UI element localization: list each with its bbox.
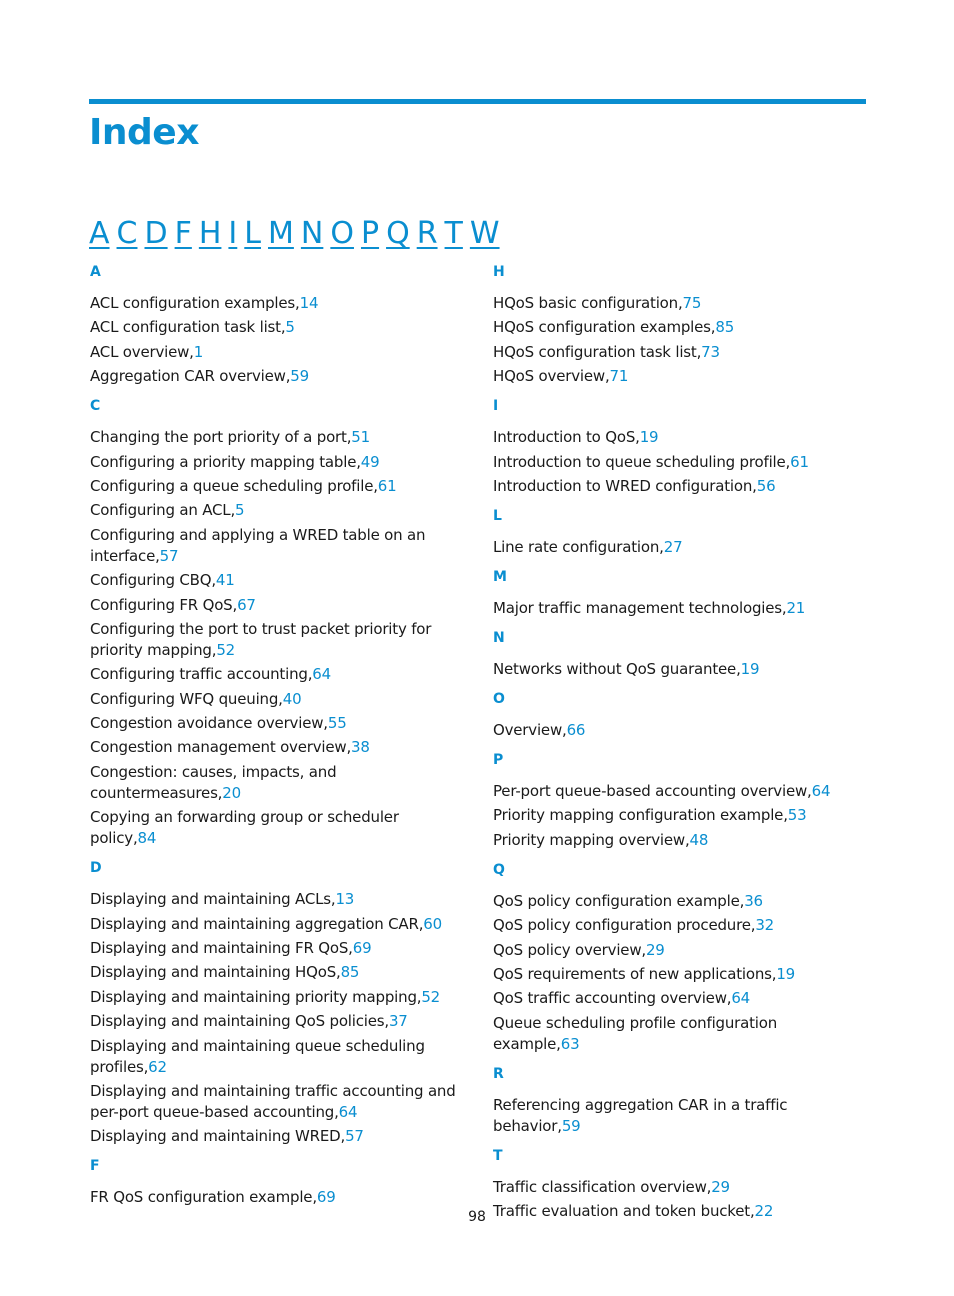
title-rule: [89, 99, 866, 104]
index-entry: [90, 427, 465, 448]
index-entry-text: Displaying and maintaining priority mapping,: [90, 987, 422, 1006]
index-entry: [90, 595, 465, 616]
index-entry-text: ACL configuration examples,: [90, 294, 300, 312]
index-entry: [493, 1177, 868, 1198]
index-page-link[interactable]: 73: [701, 342, 720, 361]
index-entry: [90, 807, 465, 849]
index-page-link[interactable]: 29: [645, 940, 665, 959]
index-entry: [493, 805, 868, 826]
index-page-link[interactable]: 27: [663, 537, 683, 556]
index-entry: [90, 938, 465, 959]
index-page-link[interactable]: 64: [811, 781, 831, 800]
index-entry-text: Introduction to queue scheduling profile,: [493, 452, 791, 471]
index-page-link[interactable]: 29: [711, 1177, 730, 1196]
index-entry-text: ACL configuration task list,: [90, 318, 286, 337]
section-entries: [493, 598, 868, 619]
index-page-link[interactable]: 52: [421, 987, 441, 1006]
index-page-link[interactable]: 67: [237, 595, 256, 614]
index-entry-text: Introduction to WRED configuration,: [493, 476, 757, 495]
index-page-link[interactable]: 71: [609, 367, 629, 386]
index-entry-text: Displaying and maintaining queue scheduling profiles,: [90, 1036, 425, 1076]
section-letter-h: H: [493, 264, 505, 280]
index-entry: [90, 664, 465, 685]
alphabet-link-r[interactable]: R: [416, 216, 438, 251]
index-page-link[interactable]: 56: [756, 476, 776, 495]
index-entry: [493, 915, 868, 936]
index-entry: [90, 737, 465, 758]
index-entry-text: Displaying and maintaining WRED,: [90, 1127, 346, 1146]
section-letter-c: C: [90, 398, 101, 415]
index-entry-text: Priority mapping configuration example,: [493, 806, 788, 825]
alphabet-nav: [89, 212, 507, 256]
index-entry: [90, 914, 465, 935]
index-entry: [493, 1095, 868, 1137]
index-entry-text: Congestion management overview,: [90, 738, 352, 757]
section-letter-i: I: [493, 398, 499, 415]
index-entry: [493, 452, 868, 473]
index-page-link[interactable]: 52: [216, 640, 235, 659]
index-entry: [90, 1036, 465, 1078]
index-entry: [90, 962, 465, 983]
index-page-link[interactable]: 85: [340, 963, 360, 982]
index-entry: [493, 830, 868, 851]
index-entry-text: HQoS basic configuration,: [493, 294, 683, 312]
index-entry: [493, 1013, 868, 1055]
index-entry-text: Networks without QoS guarantee,: [493, 659, 741, 678]
index-entry-text: FR QoS configuration example,: [90, 1188, 317, 1207]
index-entry: [90, 476, 465, 497]
section-entries: [90, 889, 465, 1147]
index-entry: [90, 1011, 465, 1032]
index-entry-text: Configuring WFQ queuing,: [90, 689, 283, 708]
index-entry: [90, 570, 465, 591]
index-entry-text: Priority mapping overview,: [493, 830, 690, 849]
index-entry: [493, 317, 868, 338]
index-entry-text: Configuring FR QoS,: [90, 595, 238, 614]
index-page-link[interactable]: 60: [423, 914, 442, 933]
index-page-link[interactable]: 1: [193, 342, 204, 361]
index-entry-text: Congestion avoidance overview,: [90, 714, 328, 733]
index-entry: [90, 366, 465, 387]
index-page-link[interactable]: 55: [327, 714, 347, 733]
index-entry: [493, 293, 868, 314]
index-entry: [493, 598, 868, 619]
index-page-link[interactable]: 40: [282, 689, 302, 708]
alphabet-link-c[interactable]: C: [116, 216, 138, 251]
index-entry-text: Configuring an ACL,: [90, 501, 236, 520]
alphabet-link-l[interactable]: L: [244, 216, 261, 251]
section-entries: [90, 293, 465, 387]
index-entry: [493, 940, 868, 961]
alphabet-link-m[interactable]: M: [268, 216, 294, 251]
index-entry: [90, 987, 465, 1008]
index-entry-text: Traffic classification overview,: [493, 1177, 712, 1196]
section-entries: [90, 427, 465, 849]
index-entry-text: Configuring the port to trust packet priority for priority mapping,: [90, 619, 432, 659]
section-entries: [90, 1187, 465, 1208]
index-page-link[interactable]: 69: [352, 939, 372, 958]
index-page-link[interactable]: 61: [790, 452, 809, 471]
index-entry: [90, 889, 465, 910]
index-entry-text: Copying an forwarding group or scheduler policy,: [90, 808, 399, 848]
index-entry: [90, 293, 465, 314]
section-letter-o: O: [493, 690, 505, 707]
index-column-left: [90, 262, 465, 1217]
section-entries: [493, 659, 868, 680]
index-page-link[interactable]: 64: [731, 989, 751, 1008]
index-entry: [90, 500, 465, 521]
index-entry-text: HQoS overview,: [493, 367, 610, 386]
index-entry-text: Changing the port priority of a port,: [90, 428, 352, 447]
index-entry: [90, 1081, 465, 1123]
index-page-link[interactable]: 64: [312, 665, 331, 684]
alphabet-link-w[interactable]: W: [469, 216, 500, 251]
alphabet-link-t[interactable]: T: [444, 216, 463, 251]
section-letter-n: N: [493, 629, 505, 646]
index-entry-text: Configuring a priority mapping table,: [90, 452, 361, 471]
section-letter-p: P: [493, 751, 504, 768]
index-entry: [90, 619, 465, 661]
index-page-link[interactable]: 38: [351, 738, 370, 757]
index-page-link[interactable]: 41: [215, 571, 235, 590]
index-entry-text: Configuring traffic accounting,: [90, 665, 313, 684]
index-entry: [90, 452, 465, 473]
section-letter-r: R: [493, 1065, 504, 1082]
alphabet-link-f[interactable]: F: [174, 216, 192, 251]
alphabet-link-a[interactable]: A: [89, 216, 110, 251]
alphabet-link-i[interactable]: I: [228, 216, 238, 251]
index-entry-text: Queue scheduling profile configuration example,: [493, 1013, 778, 1053]
index-entry-text: Per-port queue-based accounting overview,: [493, 781, 812, 800]
index-entry-text: HQoS configuration examples,: [493, 318, 716, 337]
index-page-link[interactable]: 57: [345, 1127, 364, 1146]
section-entries: [493, 781, 868, 851]
index-page-link[interactable]: 85: [715, 318, 735, 337]
section-letter-t: T: [493, 1147, 503, 1164]
index-entry: [493, 720, 868, 741]
index-page-link[interactable]: 14: [299, 294, 319, 312]
index-page-link[interactable]: 5: [285, 318, 295, 337]
index-entry-text: Configuring and applying a WRED table on an interface,: [90, 525, 426, 565]
section-letter-a: A: [90, 264, 101, 280]
index-page-link[interactable]: 37: [388, 1012, 408, 1031]
index-entry-text: Traffic evaluation and token bucket,: [493, 1202, 755, 1221]
index-page-link[interactable]: 63: [560, 1034, 580, 1053]
index-page-link[interactable]: 19: [776, 964, 796, 983]
alphabet-link-o[interactable]: O: [330, 216, 354, 251]
index-entry: [493, 342, 868, 363]
section-entries: [493, 720, 868, 741]
index-page-link[interactable]: 69: [316, 1188, 336, 1207]
index-page-link[interactable]: 51: [351, 428, 370, 447]
index-entry-text: QoS traffic accounting overview,: [493, 989, 732, 1008]
index-entry: [493, 659, 868, 680]
index-entry-text: QoS policy configuration example,: [493, 891, 745, 910]
index-entry: [90, 713, 465, 734]
index-entry: [90, 1126, 465, 1147]
index-page-link[interactable]: 19: [740, 659, 760, 678]
index-entry-text: QoS policy configuration procedure,: [493, 916, 756, 935]
index-entry-text: Displaying and maintaining FR QoS,: [90, 939, 353, 958]
section-entries: [493, 1095, 868, 1137]
index-entry: [90, 762, 465, 804]
index-entry-text: ACL overview,: [90, 342, 194, 361]
index-page-link[interactable]: 32: [755, 916, 775, 935]
index-entry-text: Displaying and maintaining traffic accounting and per-port queue-based accounting,: [90, 1081, 456, 1121]
page-number: 98: [468, 1209, 486, 1225]
index-entry: [493, 781, 868, 802]
index-page-link[interactable]: 84: [137, 829, 157, 848]
index-entry-text: HQoS configuration task list,: [493, 342, 702, 361]
alphabet-link-p[interactable]: P: [360, 216, 380, 251]
section-entries: [493, 891, 868, 1055]
index-page-link[interactable]: 59: [561, 1116, 581, 1135]
index-page-link[interactable]: 13: [335, 890, 355, 909]
section-entries: [493, 293, 868, 387]
index-page-link[interactable]: 19: [639, 428, 659, 447]
index-entry: [90, 689, 465, 710]
index-entry-text: Line rate configuration,: [493, 537, 664, 556]
index-entry-text: QoS policy overview,: [493, 940, 646, 959]
index-entry-text: Configuring CBQ,: [90, 571, 216, 590]
index-page-link[interactable]: 62: [148, 1057, 167, 1076]
index-entry-text: Displaying and maintaining QoS policies,: [90, 1012, 389, 1031]
index-page-link[interactable]: 36: [744, 891, 763, 910]
index-entry: [90, 342, 465, 363]
index-column-right: [493, 262, 868, 1231]
section-letter-f: F: [90, 1158, 100, 1175]
alphabet-link-h[interactable]: H: [198, 216, 222, 251]
index-entry: [90, 1187, 465, 1208]
index-page-link[interactable]: 22: [754, 1202, 774, 1221]
index-entry: [90, 317, 465, 338]
index-entry-text: Major traffic management technologies,: [493, 598, 787, 617]
section-letter-m: M: [493, 568, 507, 585]
section-letter-q: Q: [493, 861, 505, 878]
index-page-link[interactable]: 48: [689, 830, 709, 849]
index-page-link[interactable]: 66: [566, 720, 586, 739]
index-entry-text: Introduction to QoS,: [493, 428, 640, 447]
index-page-link[interactable]: 49: [360, 452, 380, 471]
index-page-link[interactable]: 64: [338, 1102, 358, 1121]
alphabet-link-q[interactable]: Q: [386, 216, 410, 251]
page-title: Index: [89, 112, 199, 153]
index-entry: [493, 988, 868, 1009]
index-page-link[interactable]: 59: [290, 367, 309, 386]
index-page-link[interactable]: 75: [682, 294, 702, 312]
index-entry: [493, 537, 868, 558]
index-entry-text: QoS requirements of new applications,: [493, 964, 777, 983]
index-page-link[interactable]: 53: [787, 806, 807, 825]
index-entry: [493, 964, 868, 985]
section-letter-d: D: [90, 860, 102, 877]
alphabet-link-n[interactable]: N: [300, 216, 324, 251]
index-entry-text: Referencing aggregation CAR in a traffic behavior,: [493, 1095, 788, 1135]
index-entry-text: Displaying and maintaining HQoS,: [90, 963, 341, 982]
index-page-link[interactable]: 5: [235, 501, 245, 520]
section-entries: [493, 537, 868, 558]
index-entry-text: Overview,: [493, 720, 567, 739]
section-letter-l: L: [493, 507, 502, 524]
index-page-link[interactable]: 57: [159, 546, 179, 565]
index-page-link[interactable]: 61: [377, 476, 397, 495]
index-entry-text: Displaying and maintaining aggregation CAR,: [90, 914, 424, 933]
index-entry: [493, 366, 868, 387]
index-entry: [90, 525, 465, 567]
index-entry: [493, 427, 868, 448]
index-entry-text: Configuring a queue scheduling profile,: [90, 476, 378, 495]
index-page-link[interactable]: 21: [786, 598, 806, 617]
index-entry-text: Congestion: causes, impacts, and countermeasures,: [90, 762, 337, 802]
index-entry-text: Displaying and maintaining ACLs,: [90, 890, 336, 909]
section-entries: [493, 427, 868, 497]
index-entry-text: Aggregation CAR overview,: [90, 367, 291, 386]
alphabet-link-d[interactable]: D: [144, 216, 168, 251]
index-page-link[interactable]: 20: [222, 783, 241, 802]
index-entry: [493, 891, 868, 912]
index-entry: [493, 476, 868, 497]
